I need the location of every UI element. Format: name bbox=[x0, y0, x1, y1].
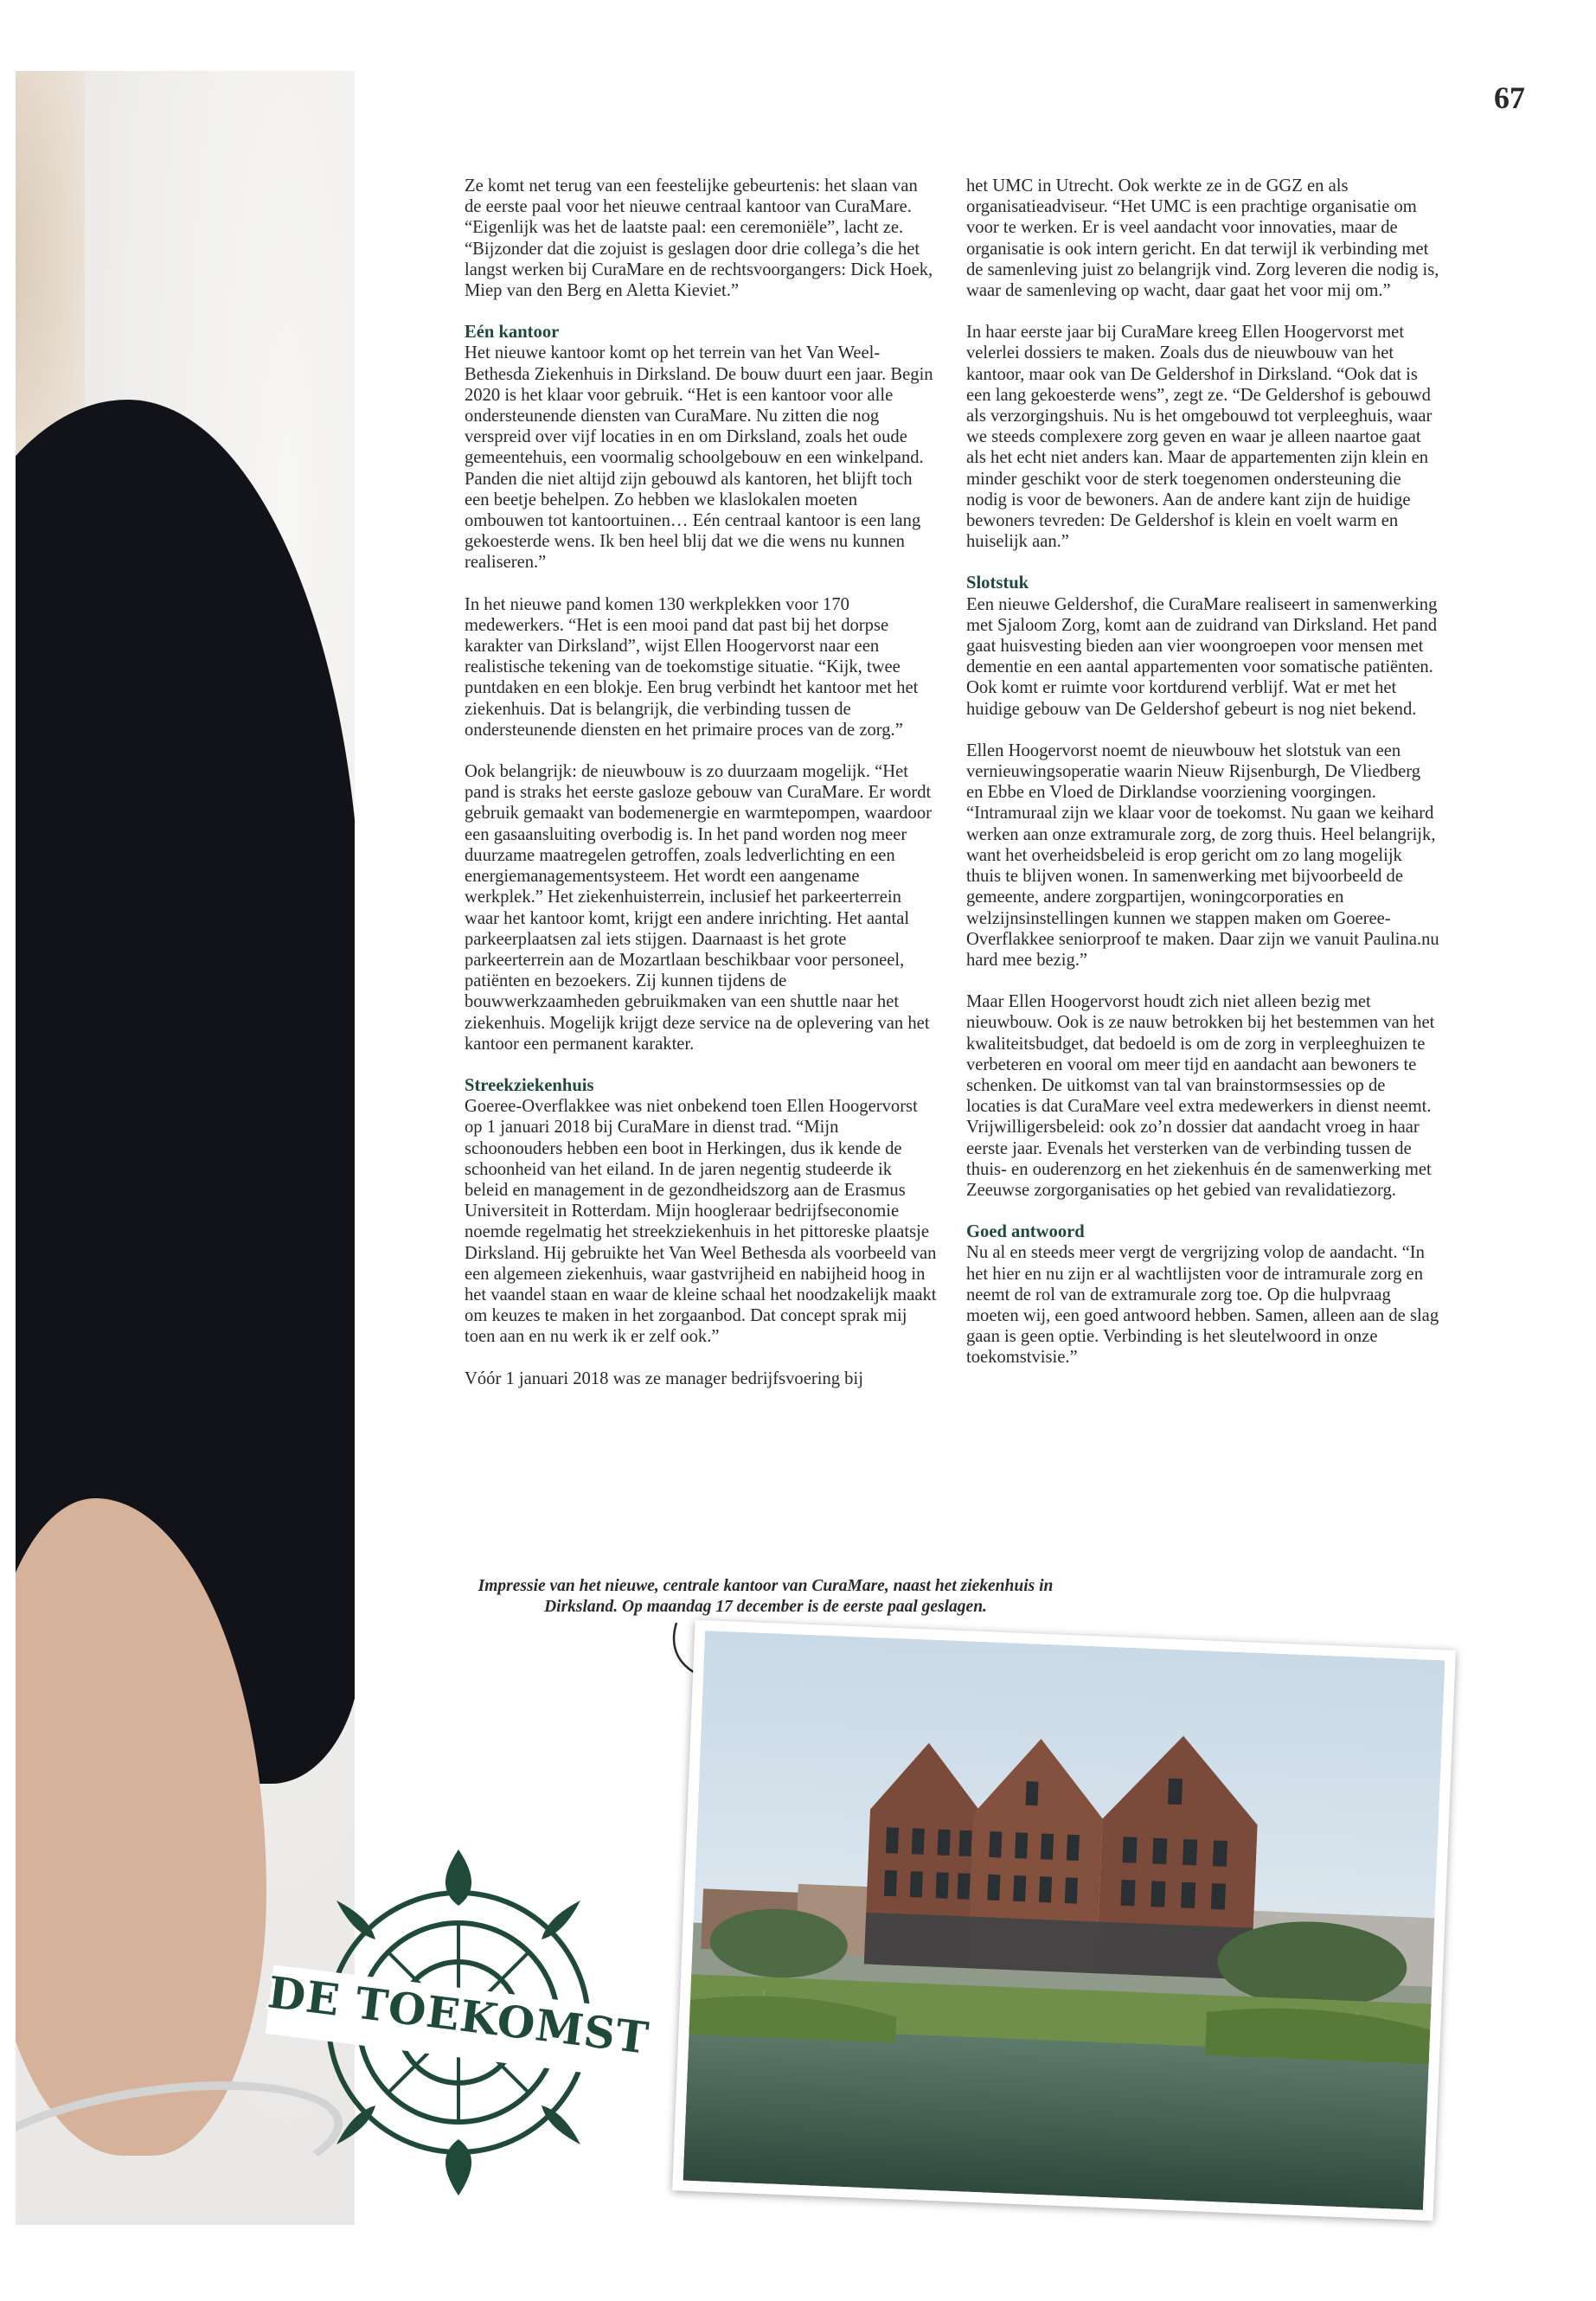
body-paragraph: Ook belangrijk: de nieuwbouw is zo duurzaam mogelijk. “Het pand is straks het eerste gasloze gebouw van CuraMare. Er wordt gebruik gemaakt van bodemenergie en warmtepompen, waardoor een gasaansluiting overbodig is. In het pand worden nog meer duurzame maatregelen getroffen, zoals ledverlichting en een energiemanagementsysteem. Het wordt een aangename werkplek.” Het ziekenhuisterrein, inclusief het parkeerterrein waar het kantoor komt, krijgt een andere inrichting. Het aantal parkeerplaatsen zal iets stijgen. Daarnaast is het grote parkeerterrein aan de Mozartlaan beschikbaar voor personeel, patiënten en bezoekers. Zij kunnen tijdens de bouwwerkzaamheden gebruikmaken van een shuttle naar het ziekenhuis. Mogelijk krijgt deze service na de oplevering van het kantoor een permanent karakter. bbox=[465, 762, 933, 1054]
section-heading: Slotstuk bbox=[966, 574, 1029, 593]
body-paragraph: In het nieuwe pand komen 130 werkplekken voor 170 medewerkers. “Het is een mooi pand dat past bij het dorpse karakter van Dirksland”, wijst Ellen Hoogervorst naar een realistische tekening van de toekomstige situatie. “Kijk, twee puntdaken en een blokje. Een brug verbindt het kantoor met het ziekenhuis. Dat is belangrijk, die verbinding tussen de ondersteunende diensten en het primaire proces van de zorg.” bbox=[465, 594, 919, 740]
building-impression-image bbox=[672, 1620, 1456, 2221]
article-column-right bbox=[966, 176, 1440, 1389]
de-toekomst-badge: DE TOEKOMST bbox=[265, 1966, 652, 2064]
image-caption: Impressie van het nieuwe, centrale kantoor van CuraMare, naast het ziekenhuis in Dirksland. Op maandag 17 december is de eerste paal geslagen. bbox=[478, 1577, 1054, 1616]
article-column-left bbox=[465, 176, 939, 1410]
body-paragraph: Ellen Hoogervorst noemt de nieuwbouw het slotstuk van een vernieuwingsoperatie waarin Nieuw Rijsenburgh, De Vliedberg en Ebbe en Vloed de Dirklandse voorziening voorgingen. “Intramuraal zijn we klaar voor de toekomst. Nu gaan we keihard werken aan onze extramurale zorg, de zorg thuis. Heel belangrijk, want het overheidsbeleid is erop gericht om zo lang mogelijk thuis te blijven wonen. In samenwerking met bijvoorbeeld de gemeente, andere zorgpartijen, woningcorporaties en welzijnsinstellingen kunnen we stappen maken om Goeree-Overflakkee seniorproof te maken. Daar zijn we vanuit Paulina.nu hard mee bezig.” bbox=[966, 740, 1439, 970]
body-paragraph: het UMC in Utrecht. Ook werkte ze in de GGZ en als organisatieadviseur. “Het UMC is een prachtige organisatie om voor te werken. Er is veel aandacht voor innovaties, maar de organisatie is ook intern gericht. En dat terwijl ik verbinding met de samenleving juist zo belangrijk vind. Zorg leveren die nodig is, waar de samenleving op wacht, daar gaat het voor mij om.” bbox=[966, 176, 1439, 301]
section-heading: Eén kantoor bbox=[465, 323, 560, 343]
body-paragraph: Nu al en steeds meer vergt de vergrijzing volop de aandacht. “In het hier en nu zijn er al wachtlijsten voor de intramurale zorg en neemt de rol van de extramurale zorg toe. Op die hulpvraag moeten wij, een goed antwoord hebben. Samen, alleen aan de slag gaan is geen optie. Verbinding is het sleutelwoord in onze toekomstvisie.” bbox=[966, 1243, 1439, 1368]
body-paragraph: Ze komt net terug van een feestelijke gebeurtenis: het slaan van de eerste paal voor het nieuwe centraal kantoor van CuraMare. “Eigenlijk was het de laatste paal: een ceremoniële”, lacht ze. “Bijzonder dat die zojuist is geslagen door drie collega’s die het langst werken bij CuraMare en de rechtsvoorgangers: Dick Hoek, Miep van den Berg en Aletta Kieviet.” bbox=[465, 176, 933, 301]
body-paragraph: Het nieuwe kantoor komt op het terrein van het Van Weel-Bethesda Ziekenhuis in Dirksland. De bouw duurt een jaar. Begin 2020 is het klaar voor gebruik. “Het is een kantoor voor alle ondersteunende diensten van CuraMare. Nu zitten die nog verspreid over vijf locaties in en om Dirksland, zoals het oude gemeentehuis, een voormalig schoolgebouw en een winkelpand. Panden die niet altijd zijn gebouwd als kantoren, het blijft toch een beetje behelpen. Zo hebben we klaslokalen moeten ombouwen tot kantoortuinen… Eén centraal kantoor is een lang gekoesterde wens. Ik ben heel blij dat we die wens nu kunnen realiseren.” bbox=[465, 343, 933, 573]
page-number: 67 bbox=[1494, 80, 1525, 115]
body-paragraph: Maar Ellen Hoogervorst houdt zich niet alleen bezig met nieuwbouw. Ook is ze nauw betrokken bij het bestemmen van het kwaliteitsbudget, dat bedoeld is om de zorg in verpleeghuizen te verbeteren en vooral om meer tijd en aandacht aan bewoners te schenken. De uitkomst van tal van brainstormsessies op de locaties is dat CuraMare veel extra medewerkers in dienst neemt. Vrijwilligersbeleid: ook zo’n dossier dat aandacht vroeg in haar eerste jaar. Evenals het versterken van de verbinding tussen de thuis- en ouderenzorg en het ziekenhuis én de samenwerking met Zeeuwse zorgorganisaties op het gebied van revalidatiezorg. bbox=[966, 992, 1435, 1200]
section-heading: Streekziekenhuis bbox=[465, 1075, 594, 1095]
body-paragraph: Vóór 1 januari 2018 was ze manager bedrijfsvoering bij bbox=[465, 1368, 863, 1388]
body-paragraph: Goeree-Overflakkee was niet onbekend toen Ellen Hoogervorst op 1 januari 2018 bij CuraMare in dienst trad. “Mijn schoonouders hebben een boot in Herkingen, dus ik kende de schoonheid van het eiland. In de jaren negentig studeerde ik beleid en management in de gezondheidszorg aan de Erasmus Universiteit in Rotterdam. Mijn hoogleraar bedrijfseconomie noemde regelmatig het streekziekenhuis in het pittoreske plaatsje Dirksland. Hij gebruikte het Van Weel Bethesda als voorbeeld van een algemeen ziekenhuis, waar gastvrijheid en nabijheid hoog in het vaandel staan en waar de kleine schaal het noodzakelijk maakt om keuzes te maken in het zorgaanbod. Dat concept sprak mij toen aan en nu werk ik er zelf ook.” bbox=[465, 1097, 937, 1347]
body-paragraph: In haar eerste jaar bij CuraMare kreeg Ellen Hoogervorst met velerlei dossiers te maken. Zoals dus de nieuwbouw van het kantoor, maar ook van De Geldershof in Dirksland. “Ook dat is een lang gekoesterde wens”, zegt ze. “De Geldershof is gebouwd als verzorgingshuis. Nu is het omgebouwd tot verpleeghuis, waar we steeds complexere zorg geven en waar je alleen naartoe gaat als het echt niet anders kan. Maar de appartementen zijn klein en minder geschikt voor de sterk toegenomen ondersteuning die nodig is voor de bewoners. Aan de andere kant zijn de huidige bewoners tevreden: De Geldershof is klein en voelt warm en huiselijk aan.” bbox=[966, 323, 1433, 552]
body-paragraph: Een nieuwe Geldershof, die CuraMare realiseert in samenwerking met Sjaloom Zorg, komt aan de zuidrand van Dirksland. Het pand gaat huisvesting bieden aan vier woongroepen voor mensen met dementie en een aantal appartementen voor somatische patiënten. Ook komt er ruimte voor kortdurend verblijf. Wat er met het huidige gebouw van De Geldershof gebeurt is nog niet bekend. bbox=[966, 594, 1438, 719]
section-heading: Goed antwoord bbox=[966, 1222, 1085, 1242]
